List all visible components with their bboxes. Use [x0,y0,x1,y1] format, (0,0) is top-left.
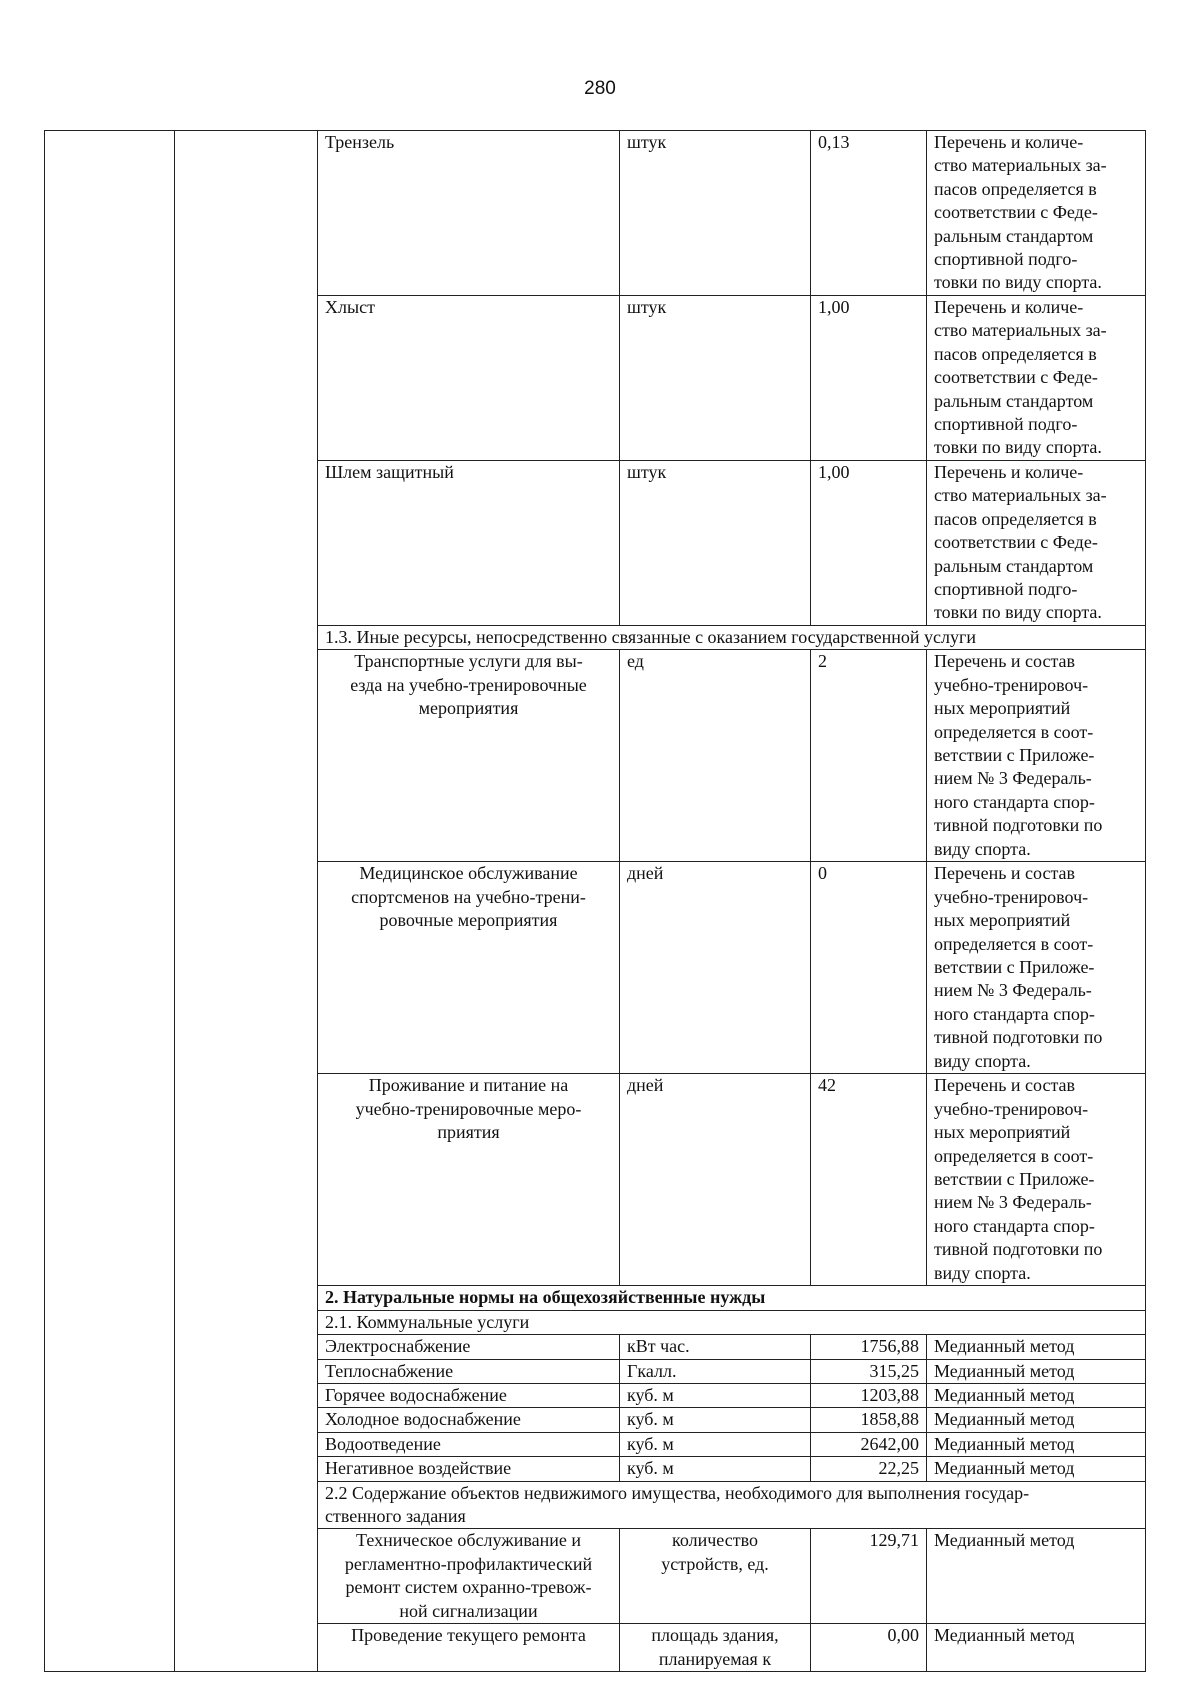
resource-note: Перечень и состав учебно-тренировоч- ных мероприятий определяется в соот- ветствии с Приложе- нием № 3 Федераль- ного стандарта спор- тивной подготовки по виду спорта. [927,1074,1146,1286]
maintenance-unit: площадь здания, планируемая к [620,1624,811,1672]
utility-method: Медианный метод [927,1408,1146,1432]
utility-value: 1203,88 [811,1384,927,1408]
utility-unit: Гкалл. [620,1359,811,1383]
utility-unit: куб. м [620,1384,811,1408]
utility-name: Горячее водоснабжение [318,1384,620,1408]
utility-value: 1858,88 [811,1408,927,1432]
resource-unit: дней [620,1074,811,1286]
resource-note: Перечень и состав учебно-тренировоч- ных мероприятий определяется в соот- ветствии с Приложе- нием № 3 Федераль- ного стандарта спор- тивной подготовки по виду спорта. [927,862,1146,1074]
resource-norms-table [44,130,1146,1672]
maintenance-method: Медианный метод [927,1529,1146,1624]
resource-value: 2 [811,650,927,862]
utility-unit: куб. м [620,1408,811,1432]
maintenance-name: Техническое обслуживание и регламентно-профилактический ремонт систем охранно-тревож- ной сигнализации [318,1529,620,1624]
resource-name: Шлем защитный [318,461,620,626]
utility-unit: куб. м [620,1457,811,1481]
outer-column-2 [175,131,318,1672]
resource-note: Перечень и количе- ство материальных за- пасов определяется в соответствии с Феде- ральным стандартом спортивной подго- товки по виду спорта. [927,461,1146,626]
maintenance-name: Проведение текущего ремонта [318,1624,620,1672]
utility-name: Водоотведение [318,1432,620,1456]
maintenance-method: Медианный метод [927,1624,1146,1672]
resource-unit: штук [620,296,811,461]
utility-unit: куб. м [620,1432,811,1456]
section-heading-2-1: 2.1. Коммунальные услуги [318,1310,1146,1334]
utility-method: Медианный метод [927,1359,1146,1383]
utility-name: Теплоснабжение [318,1359,620,1383]
resource-value: 0,13 [811,131,927,296]
resource-name: Хлыст [318,296,620,461]
resource-value: 1,00 [811,296,927,461]
utility-method: Медианный метод [927,1335,1146,1359]
resource-note: Перечень и состав учебно-тренировоч- ных мероприятий определяется в соот- ветствии с Приложе- нием № 3 Федераль- ного стандарта спор- тивной подготовки по виду спорта. [927,650,1146,862]
utility-unit: кВт час. [620,1335,811,1359]
resource-unit: штук [620,131,811,296]
resource-name: Медицинское обслуживание спортсменов на учебно-трени- ровочные мероприятия [318,862,620,1074]
maintenance-value: 129,71 [811,1529,927,1624]
section-heading-2: 2. Натуральные нормы на общехозяйственные нужды [318,1286,1146,1310]
maintenance-unit: количество устройств, ед. [620,1529,811,1624]
resource-name: Проживание и питание на учебно-тренировочные меро- приятия [318,1074,620,1286]
utility-method: Медианный метод [927,1384,1146,1408]
resource-value: 0 [811,862,927,1074]
resource-note: Перечень и количе- ство материальных за- пасов определяется в соответствии с Феде- ральным стандартом спортивной подго- товки по виду спорта. [927,296,1146,461]
outer-column-1 [45,131,175,1672]
resource-name: Трензель [318,131,620,296]
utility-value: 22,25 [811,1457,927,1481]
utility-name: Негативное воздействие [318,1457,620,1481]
utility-value: 315,25 [811,1359,927,1383]
resource-name: Транспортные услуги для вы- езда на учебно-тренировочные мероприятия [318,650,620,862]
utility-name: Холодное водоснабжение [318,1408,620,1432]
resource-value: 1,00 [811,461,927,626]
section-heading-1-3: 1.3. Иные ресурсы, непосредственно связанные с оказанием государственной услуги [318,626,1146,650]
utility-name: Электроснабжение [318,1335,620,1359]
resource-unit: штук [620,461,811,626]
resource-unit: ед [620,650,811,862]
utility-value: 2642,00 [811,1432,927,1456]
resource-value: 42 [811,1074,927,1286]
page-number: 280 [584,78,616,99]
maintenance-value: 0,00 [811,1624,927,1672]
utility-method: Медианный метод [927,1457,1146,1481]
utility-method: Медианный метод [927,1432,1146,1456]
utility-value: 1756,88 [811,1335,927,1359]
resource-unit: дней [620,862,811,1074]
table-row [45,131,1146,296]
resource-note: Перечень и количе- ство материальных за- пасов определяется в соответствии с Феде- ральным стандартом спортивной подго- товки по виду спорта. [927,131,1146,296]
section-heading-2-2: 2.2 Содержание объектов недвижимого имущества, необходимого для выполнения государ- ственного задания [318,1481,1146,1529]
